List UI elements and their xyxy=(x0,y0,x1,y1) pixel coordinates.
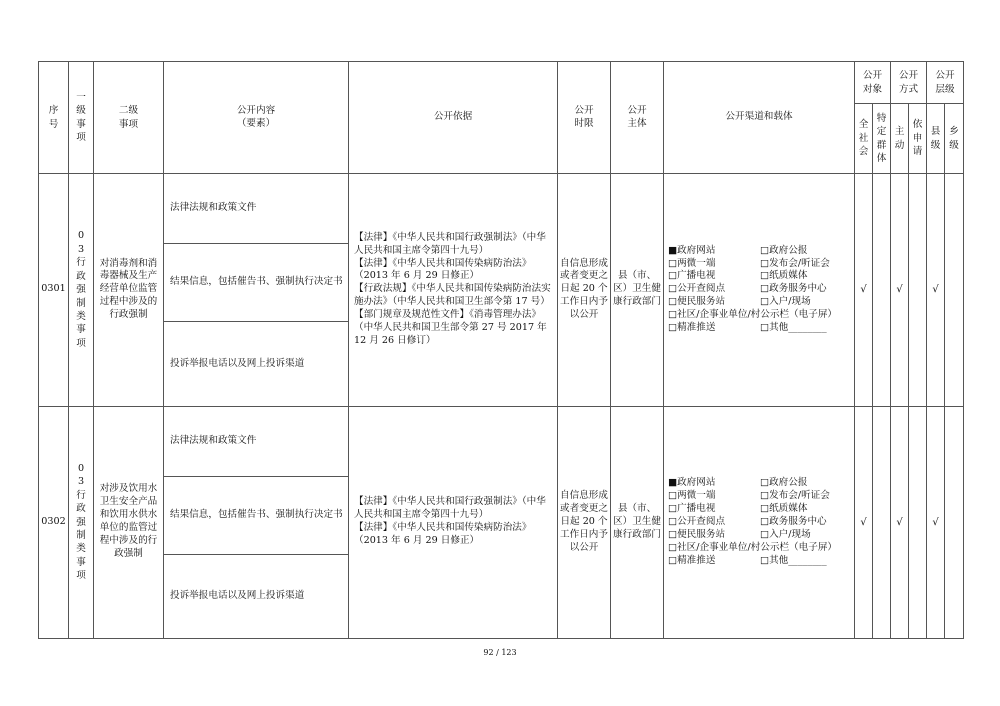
channel-item: □便民服务站 xyxy=(668,528,726,540)
channel-item: □精准推送 xyxy=(668,554,716,566)
channel-item: □入户/现场 xyxy=(760,296,811,308)
channel-item: □发布会/听证会 xyxy=(760,489,830,501)
header-method-request: 依申请 xyxy=(909,104,927,174)
row-basis: 【法律】《中华人民共和国行政强制法》（中华人民共和国主席令第四十九号） 【法律】《中华人民共和国传染病防治法》（2013 年 6 月 29 日修正） 【行政法规】《中华人民共和国传染病防治法实施办法》（中华人民共和国卫生部令第 17 号） 【部门规章及规范性文件】《消毒管理办法》（中华人民共和国卫生部令第 27 号 2017 年 12 月 26 日修订） xyxy=(349,174,558,406)
row-level1: 03行政强制类事项 xyxy=(69,174,94,406)
content-item: 投诉举报电话以及网上投诉渠道 xyxy=(164,322,349,406)
channel-item: ■政府网站 xyxy=(668,244,716,256)
row-level1: 03行政强制类事项 xyxy=(69,406,94,638)
check-obj-specific xyxy=(873,174,891,406)
header-level1: 一级事项 xyxy=(69,62,94,174)
channel-item: □政府公报 xyxy=(760,476,808,488)
content-item: 投诉举报电话以及网上投诉渠道 xyxy=(164,554,349,638)
channel-item: □社区/企事业单位/村公示栏（电子屏） xyxy=(668,309,838,321)
check-level-county: √ xyxy=(927,406,945,638)
channel-item: □发布会/听证会 xyxy=(760,257,830,269)
table-row xyxy=(39,406,964,476)
channel-item: □精准推送 xyxy=(668,322,716,334)
header-object-group: 公开对象 xyxy=(855,62,891,104)
channel-item: □广播电视 xyxy=(668,502,716,514)
header-level-county: 县级 xyxy=(927,104,945,174)
header-obj-specific: 特定群体 xyxy=(873,104,891,174)
check-method-active: √ xyxy=(891,174,909,406)
row-time-limit: 自信息形成或者变更之日起 20 个工作日内予以公开 xyxy=(558,406,611,638)
header-method-active: 主动 xyxy=(891,104,909,174)
header-obj-all: 全社会 xyxy=(855,104,873,174)
row-channels xyxy=(664,174,855,406)
row-seq: 0301 xyxy=(39,174,69,406)
table-row xyxy=(39,174,964,244)
header-subject: 公开 主体 xyxy=(611,62,664,174)
header-level-group: 公开层级 xyxy=(927,62,964,104)
header-basis: 公开依据 xyxy=(349,62,558,174)
check-level-township xyxy=(945,174,964,406)
row-level2: 对涉及饮用水卫生安全产品和饮用水供水单位的监管过程中涉及的行政强制 xyxy=(94,406,164,638)
header-seq: 序号 xyxy=(39,62,69,174)
channel-item: □政务服务中心 xyxy=(760,515,827,527)
channel-item: □便民服务站 xyxy=(668,296,726,308)
row-channels xyxy=(664,406,855,638)
channel-item: □公开查阅点 xyxy=(668,515,726,527)
channel-item: □公开查阅点 xyxy=(668,283,726,295)
content-item: 结果信息，包括催告书、强制执行决定书 xyxy=(164,244,349,322)
row-subject: 县（市、区）卫生健康行政部门 xyxy=(611,406,664,638)
row-level2: 对消毒剂和消毒器械及生产经营单位监管过程中涉及的行政强制 xyxy=(94,174,164,406)
header-level-township: 乡级 xyxy=(945,104,964,174)
check-level-township xyxy=(945,406,964,638)
row-seq: 0302 xyxy=(39,406,69,638)
row-subject: 县（市、区）卫生健康行政部门 xyxy=(611,174,664,406)
channel-item: ■政府网站 xyxy=(668,476,716,488)
header-level2: 二级事项 xyxy=(94,62,164,174)
channel-item: □纸质媒体 xyxy=(760,502,808,514)
channel-item: □政府公报 xyxy=(760,244,808,256)
channel-item: □广播电视 xyxy=(668,270,716,282)
check-method-active: √ xyxy=(891,406,909,638)
check-level-county: √ xyxy=(927,174,945,406)
header-channels: 公开渠道和载体 xyxy=(664,62,855,174)
check-obj-all: √ xyxy=(855,174,873,406)
disclosure-table xyxy=(38,61,964,639)
content-item: 结果信息，包括催告书、强制执行决定书 xyxy=(164,476,349,554)
check-obj-specific xyxy=(873,406,891,638)
channel-item: □入户/现场 xyxy=(760,528,811,540)
check-method-request xyxy=(909,406,927,638)
page-number: 92 / 123 xyxy=(483,648,517,657)
check-obj-all: √ xyxy=(855,406,873,638)
content-item: 法律法规和政策文件 xyxy=(164,406,349,476)
channel-item: □其他________ xyxy=(760,322,827,334)
channel-item: □政务服务中心 xyxy=(760,283,827,295)
row-time-limit: 自信息形成或者变更之日起 20 个工作日内予以公开 xyxy=(558,174,611,406)
channel-item: □两微一端 xyxy=(668,257,716,269)
header-time-limit: 公开 时限 xyxy=(558,62,611,174)
header-content: 公开内容 （要素） xyxy=(164,62,349,174)
channel-item: □纸质媒体 xyxy=(760,270,808,282)
channel-item: □其他________ xyxy=(760,554,827,566)
header-method-group: 公开方式 xyxy=(891,62,927,104)
row-basis: 【法律】《中华人民共和国行政强制法》（中华人民共和国主席令第四十九号） 【法律】《中华人民共和国传染病防治法》（2013 年 6 月 29 日修正） xyxy=(349,406,558,638)
content-item: 法律法规和政策文件 xyxy=(164,174,349,244)
channel-item: □社区/企事业单位/村公示栏（电子屏） xyxy=(668,541,838,553)
check-method-request xyxy=(909,174,927,406)
channel-item: □两微一端 xyxy=(668,489,716,501)
